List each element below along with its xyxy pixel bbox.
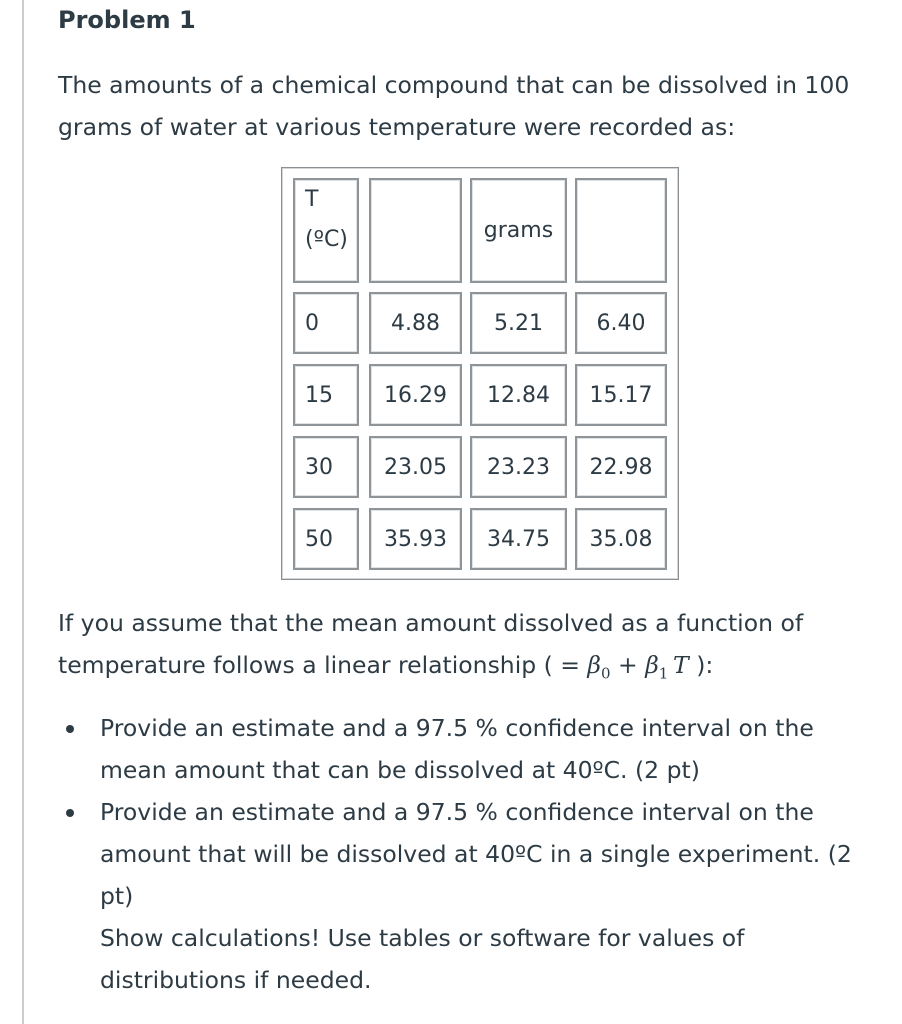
question-paragraph <box>58 602 858 695</box>
question-text-end: ): <box>688 651 714 679</box>
bullet-icon <box>66 725 74 733</box>
question-text: If you assume that the mean amount dissolved as a function of temperature follows a linear relationship ( = <box>58 609 804 679</box>
beta1-subscript: 1 <box>658 664 669 683</box>
problem-title: Problem 1 <box>58 6 196 34</box>
linear-model-formula <box>587 651 689 683</box>
table-cell-temp: 30 <box>293 436 359 498</box>
header-t-symbol: T <box>305 187 319 212</box>
table-cell-value: 5.21 <box>470 292 567 354</box>
header-col-grams: grams <box>470 178 567 283</box>
beta0-symbol: β <box>587 651 602 679</box>
instructions-note: Show calculations! Use tables or software for values of distributions if needed. <box>100 924 745 994</box>
table-cell-value: 23.05 <box>369 436 462 498</box>
list-item <box>100 791 880 1001</box>
header-col-1 <box>369 178 462 283</box>
table-cell-temp: 50 <box>293 508 359 570</box>
header-col-3 <box>575 178 667 283</box>
header-t-unit: (ºC) <box>305 227 348 252</box>
beta0-subscript: 0 <box>601 664 611 683</box>
table-cell-value: 23.23 <box>470 436 567 498</box>
table-cell-value: 4.88 <box>369 292 462 354</box>
table-cell-value: 15.17 <box>575 364 667 426</box>
table-cell-temp: 15 <box>293 364 359 426</box>
table-cell-value: 6.40 <box>575 292 667 354</box>
plus-symbol: + <box>610 651 646 679</box>
task-list <box>100 707 880 1001</box>
temperature-variable: T <box>673 651 689 679</box>
beta1-symbol: β <box>645 651 659 679</box>
list-item <box>100 707 880 791</box>
table-cell-value: 35.93 <box>369 508 462 570</box>
left-border <box>22 0 24 1024</box>
task-text: Provide an estimate and a 97.5 % confidence interval on the amount that will be dissolved at 40ºC in a single experiment. (2 pt) <box>100 798 852 910</box>
data-table <box>281 167 679 580</box>
table-cell-value: 12.84 <box>470 364 567 426</box>
intro-paragraph: The amounts of a chemical compound that can be dissolved in 100 grams of water at various temperature were recorded as: <box>58 71 850 141</box>
table-cell-temp: 0 <box>293 292 359 354</box>
table-cell-value: 22.98 <box>575 436 667 498</box>
header-temperature <box>293 178 359 283</box>
table-cell-value: 35.08 <box>575 508 667 570</box>
table-cell-value: 16.29 <box>369 364 462 426</box>
task-text: Provide an estimate and a 97.5 % confidence interval on the mean amount that can be dissolved at 40ºC. (2 pt) <box>100 714 814 784</box>
table-cell-value: 34.75 <box>470 508 567 570</box>
bullet-icon <box>66 809 74 817</box>
